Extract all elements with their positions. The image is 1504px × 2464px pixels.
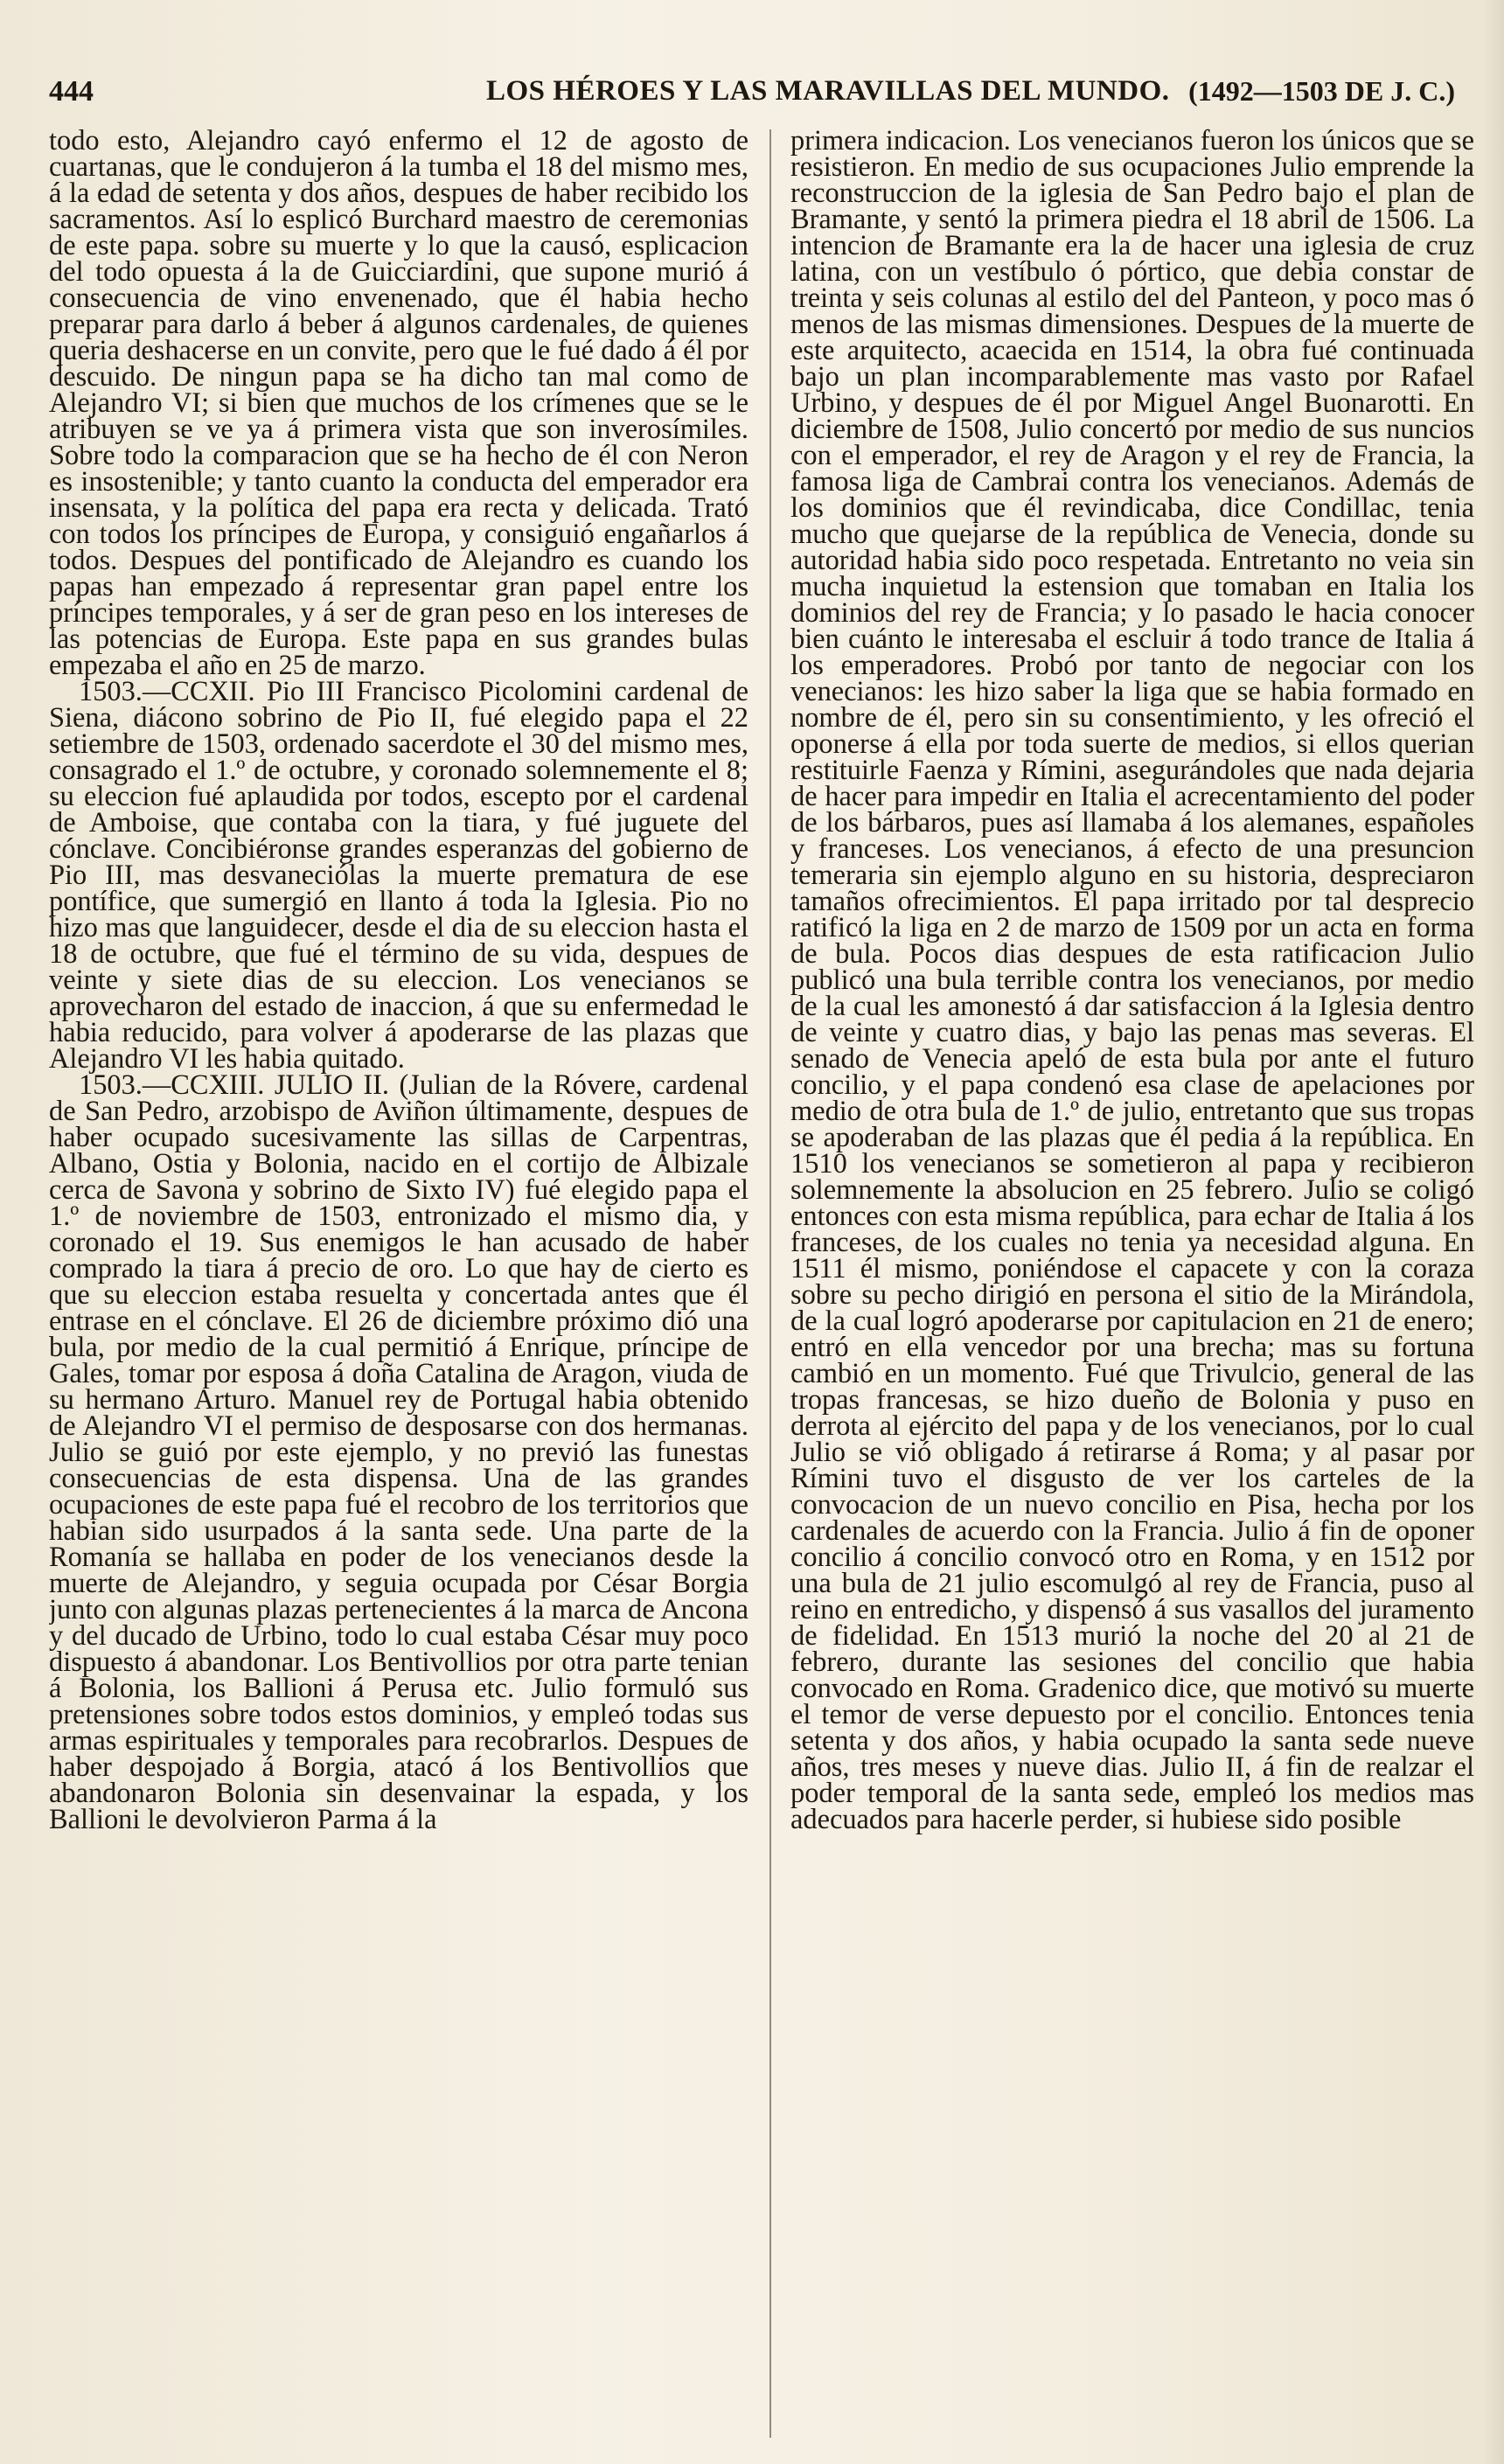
page-edge-shadow [1483, 0, 1504, 2464]
page-header [49, 75, 1455, 114]
paragraph-julio-ii: 1503.—CCXIII. JULIO II. (Julian de la Róvere, cardenal de San Pedro, arzobispo de Aviñon últimamente, despues de haber ocupado sucesivamente las sillas de Carpentras, Albano, Ostia y Bolonia, nacido en el cortijo de Albizale cerca de Savona y sobrino de Sixto IV) fué elegido papa el 1.º de noviembre de 1503, entronizado el mismo dia, y coronado el 19. Sus enemigos le han acusado de haber comprado la tiara á precio de oro. Lo que hay de cierto es que su eleccion estaba resuelta y concertada antes que él entrase en el cónclave. El 26 de diciembre próximo dió una bula, por medio de la cual permitió á Enrique, príncipe de Gales, tomar por esposa á doña Catalina de Aragon, viuda de su hermano Arturo. Manuel rey de Portugal habia obtenido de Alejandro VI el permiso de desposarse con dos hermanas. Julio se guió por este ejemplo, y no previó las funestas consecuencias de esta dispensa. Una de las grandes ocupaciones de este papa fué el recobro de los territorios que habian sido usurpados á la santa sede. Una parte de la Romanía se hallaba en poder de los venecianos desde la muerte de Alejandro, y seguia ocupada por César Borgia junto con algunas plazas pertenecientes á la marca de Ancona y del ducado de Urbino, todo lo cual estaba César muy poco dispuesto á abandonar. Los Bentivollios por otra parte tenian á Bolonia, los Ballioni á Perusa etc. Julio formuló sus pretensiones sobre todos estos dominios, y empleó todas sus armas espirituales y temporales para recobrarlos. Despues de haber despojado á Borgia, atacó á los Bentivollios que abandonaron Bolonia sin desenvainar la espada, y los Ballioni le devolvieron Parma á la [49, 1069, 749, 1835]
date-range: (1492—1503 DE J. C.) [1188, 75, 1455, 107]
left-column [49, 128, 749, 2436]
page-number: 444 [49, 75, 94, 108]
paragraph-julio-ii-continued: primera indicacion. Los venecianos fueron los únicos que se resistieron. En medio de sus ocupaciones Julio emprende la reconstruccion de la iglesia de San Pedro bajo el plan de Bramante, y sentó la primera piedra el 18 abril de 1506. La intencion de Bramante era la de hacer una iglesia de cruz latina, con un vestíbulo ó pórtico, que debia constar de treinta y seis colunas al estilo del del Panteon, y poco mas ó menos de las mismas dimensiones. Despues de la muerte de este arquitecto, acaecida en 1514, la obra fué continuada bajo un plan incomparablemente mas vasto por Rafael Urbino, y despues de él por Miguel Angel Buonarotti. En diciembre de 1508, Julio concertó por medio de sus nuncios con el emperador, el rey de Aragon y el rey de Francia, la famosa liga de Cambrai contra los venecianos. Además de los dominios que él revindicaba, dice Condillac, tenia mucho que quejarse de la república de Venecia, donde su autoridad habia sido poco respetada. Entretanto no veia sin mucha inquietud la estension que tomaban en Italia los dominios del rey de Francia; y lo pasado le hacia conocer bien cuánto le interesaba el escluir á todo trance de Italia á los emperadores. Probó por tanto de negociar con los venecianos: les hizo saber la liga que se habia formado en nombre de él, pero sin su consentimiento, y les ofreció el oponerse á ella por toda suerte de medios, si ellos querian restituirle Faenza y Rímini, asegurándoles que nada dejaria de hacer para impedir en Italia el acrecentamiento del poder de los bárbaros, pues así llamaba á los alemanes, españoles y franceses. Los venecianos, á efecto de una presuncion temeraria sin ejemplo alguno en su historia, despreciaron tamaños ofrecimientos. El papa irritado por tal desprecio ratificó la liga en 2 de marzo de 1509 por un acta en forma de bula. Pocos dias despues de esta ratificacion Julio publicó una bula terrible contra los venecianos, por medio de la cual les amonestó á dar satisfaccion á la Iglesia dentro de veinte y cuatro dias, y bajo las penas mas severas. El senado de Venecia apeló de esta bula por ante el futuro concilio, y el papa condenó esa clase de apelaciones por medio de otra bula de 1.º de julio, entretanto que sus tropas se apoderaban de las plazas que él pedia á la república. En 1510 los venecianos se sometieron al papa y recibieron solemnemente la absolucion en 25 febrero. Julio se coligó entonces con esta misma república, para echar de Italia á los franceses, de los cuales no tenia ya necesidad alguna. En 1511 él mismo, poniéndose el capacete y con la coraza sobre su pecho dirigió en persona el sitio de la Mirándola, de la cual logró apoderarse por capitulacion en 21 de enero; entró en ella vencedor por una brecha; mas su fortuna cambió en un momento. Fué que Trivulcio, general de las tropas francesas, se hizo dueño de Bolonia y puso en derrota al ejército del papa y de los venecianos, por lo cual Julio se vió obligado á retirarse á Roma; y al pasar por Rímini tuvo el disgusto de ver los carteles de la convocacion de un nuevo concilio en Pisa, hecha por los cardenales de acuerdo con la Francia. Julio á fin de oponer concilio á concilio convocó otro en Roma, y en 1512 por una bula de 21 julio escomulgó al rey de Francia, puso al reino en entredicho, y dispensó á sus vasallos del juramento de fidelidad. En 1513 murió la noche del 20 al 21 de febrero, durante las sesiones del concilio que habia convocado en Roma. Gradenico dice, que motivó su muerte el temor de verse depuesto por el concilio. Entonces tenia setenta y dos años, y habia ocupado la santa sede nueve años, tres meses y nueve dias. Julio II, á fin de realzar el poder temporal de la santa sede, empleó los medios mas adecuados para hacerle perder, si hubiese sido posible [790, 128, 1474, 1835]
paragraph-alejandro-death: todo esto, Alejandro cayó enfermo el 12 de agosto de cuartanas, que le condujeron á la tumba el 18 del mismo mes, á la edad de setenta y dos años, despues de haber recibido los sacramentos. Así lo esplicó Burchard maestro de ceremonias de este papa. sobre su muerte y lo que la causó, esplicacion del todo opuesta á la de Guicciardini, que supone murió á consecuencia de vino envenenado, que él habia hecho preparar para darlo á beber á algunos cardenales, de quienes queria deshacerse en un convite, pero que le fué dado á él por descuido. De ningun papa se ha dicho tan mal como de Alejandro VI; si bien que muchos de los crímenes que se le atribuyen se ve ya á primera vista que son inverosímiles. Sobre todo la comparacion que se ha hecho de él con Neron es insostenible; y tanto cuanto la conducta del emperador era insensata, y la política del papa era recta y delicada. Trató con todos los príncipes de Europa, y consiguió engañarlos á todos. Despues del pontificado de Alejandro es cuando los papas han empezado á representar gran papel entre los príncipes temporales, y á ser de gran peso en los intereses de las potencias de Europa. Este papa en sus grandes bulas empezaba el año en 25 de marzo. [49, 128, 749, 681]
column-divider [769, 129, 771, 2438]
running-title: LOS HÉROES Y LAS MARAVILLAS DEL MUNDO. [486, 75, 1170, 107]
paragraph-pio-iii: 1503.—CCXII. Pio III Francisco Picolomini cardenal de Siena, diácono sobrino de Pio II, fué elegido papa el 22 setiembre de 1503, ordenado sacerdote el 30 del mismo mes, consagrado el 1.º de octubre, y coronado solemnemente el 8; su eleccion fué aplaudida por todos, escepto por el cardenal de Amboise, que contaba con la tiara, y fué juguete del cónclave. Concibiéronse grandes esperanzas del gobierno de Pio III, mas desvaneciólas la muerte prematura de ese pontífice, que sumergió en llanto á toda la Iglesia. Pio no hizo mas que languidecer, desde el dia de su eleccion hasta el 18 de octubre, que fué el término de su vida, despues de veinte y siete dias de su eleccion. Los venecianos se aprovecharon del estado de inaccion, á que su enfermedad le habia reducido, para volver á apoderarse de las plazas que Alejandro VI les habia quitado. [49, 676, 749, 1075]
right-column [790, 128, 1474, 2436]
